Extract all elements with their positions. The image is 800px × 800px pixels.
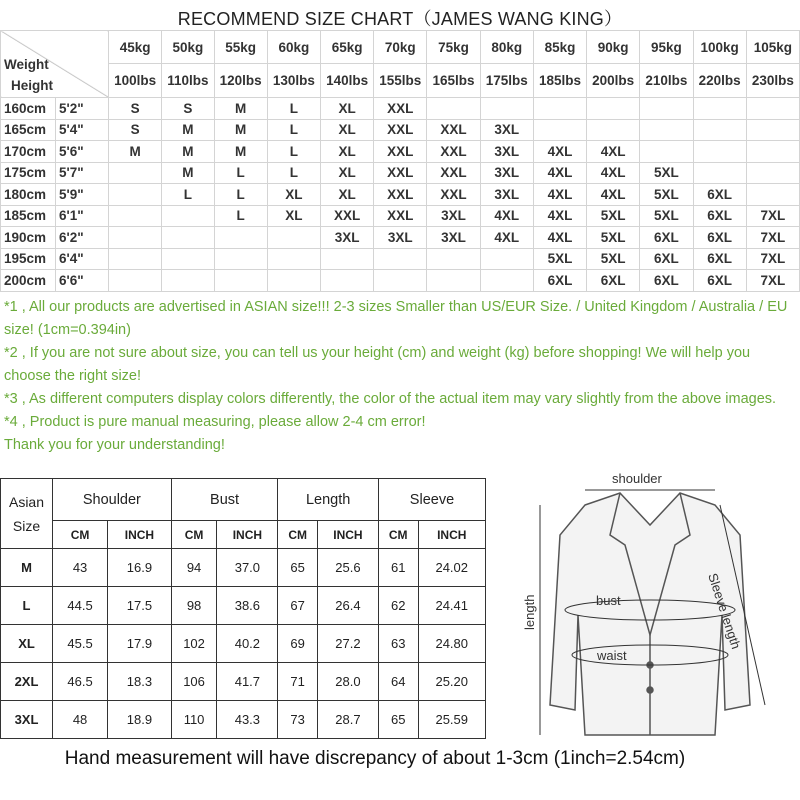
height-ft: 5'4" <box>56 119 109 141</box>
size-cell: XL <box>320 141 373 163</box>
label-waist: waist <box>597 648 627 663</box>
size-cell: XL <box>320 119 373 141</box>
size-cell <box>162 270 214 292</box>
table-row <box>1 205 800 227</box>
measure-value: 43.3 <box>217 701 278 739</box>
size-cell <box>693 119 746 141</box>
table-row <box>1 141 800 163</box>
size-cell <box>109 205 162 227</box>
size-cell: 3XL <box>320 227 373 249</box>
height-cm: 165cm <box>1 119 56 141</box>
size-cell: M <box>214 141 267 163</box>
size-cell: L <box>267 119 320 141</box>
measure-value: 110 <box>171 701 217 739</box>
size-label: XL <box>1 625 53 663</box>
size-cell: XL <box>320 162 373 184</box>
note-3: *3 , As different computers display colors differently, the color of the actual item may vary slightly from the above images. <box>4 391 777 407</box>
group-header: Length <box>278 479 379 521</box>
measure-value: 41.7 <box>217 663 278 701</box>
unit-inch: INCH <box>217 521 278 549</box>
size-cell: XXL <box>427 141 480 163</box>
size-cell <box>640 141 693 163</box>
unit-inch: INCH <box>317 521 378 549</box>
size-cell: XL <box>267 205 320 227</box>
size-cell <box>480 98 533 120</box>
size-cell: 6XL <box>693 270 746 292</box>
size-cell: XXL <box>374 184 427 206</box>
weight-lbs-header: 120lbs <box>214 64 267 98</box>
table-row <box>1 625 486 663</box>
measure-value: 65 <box>278 549 318 587</box>
size-label: M <box>1 549 53 587</box>
size-cell <box>746 98 799 120</box>
size-cell: 4XL <box>533 184 586 206</box>
weight-kg-header: 75kg <box>427 31 480 64</box>
size-cell: 4XL <box>587 162 640 184</box>
group-header-row <box>1 479 486 521</box>
table-row <box>1 98 800 120</box>
size-cell <box>374 248 427 270</box>
height-cm: 190cm <box>1 227 56 249</box>
size-cell <box>427 248 480 270</box>
size-cell: XL <box>320 98 373 120</box>
page-title: RECOMMEND SIZE CHART（JAMES WANG KING） <box>177 9 623 29</box>
unit-cm: CM <box>378 521 418 549</box>
measure-value: 25.6 <box>317 549 378 587</box>
size-cell: 6XL <box>693 205 746 227</box>
size-cell: XXL <box>427 119 480 141</box>
size-chart-table <box>0 30 800 292</box>
table-row <box>1 248 800 270</box>
height-cm: 185cm <box>1 205 56 227</box>
size-cell <box>746 141 799 163</box>
size-cell <box>162 205 214 227</box>
size-cell <box>480 270 533 292</box>
size-cell: 5XL <box>587 248 640 270</box>
size-cell: 4XL <box>480 205 533 227</box>
size-cell: XXL <box>374 205 427 227</box>
size-cell <box>693 162 746 184</box>
label-length: length <box>522 594 537 630</box>
measure-value: 106 <box>171 663 217 701</box>
size-cell: 3XL <box>427 227 480 249</box>
size-cell: XXL <box>374 98 427 120</box>
height-ft: 5'7" <box>56 162 109 184</box>
height-cm: 180cm <box>1 184 56 206</box>
size-cell <box>162 227 214 249</box>
note-1: *1 , All our products are advertised in ASIAN size!!! 2-3 sizes Smaller than US/EUR Size. / United Kingdom / Australia / EU size! (1cm=0.394in) <box>4 299 788 338</box>
size-label: 3XL <box>1 701 53 739</box>
measure-value: 67 <box>278 587 318 625</box>
weight-lbs-header: 155lbs <box>374 64 427 98</box>
measure-value: 40.2 <box>217 625 278 663</box>
size-cell: 4XL <box>533 141 586 163</box>
measure-value: 48 <box>53 701 108 739</box>
unit-cm: CM <box>53 521 108 549</box>
size-cell: M <box>162 119 214 141</box>
measure-value: 45.5 <box>53 625 108 663</box>
measure-value: 71 <box>278 663 318 701</box>
height-ft: 6'2" <box>56 227 109 249</box>
notes <box>4 296 798 457</box>
size-cell <box>214 227 267 249</box>
size-cell <box>109 162 162 184</box>
height-ft: 6'1" <box>56 205 109 227</box>
size-cell <box>427 98 480 120</box>
size-cell <box>746 162 799 184</box>
table-row <box>1 701 486 739</box>
table-row <box>1 184 800 206</box>
measure-value: 28.7 <box>317 701 378 739</box>
height-cm: 195cm <box>1 248 56 270</box>
measure-value: 24.41 <box>418 587 486 625</box>
size-cell: 5XL <box>533 248 586 270</box>
size-cell <box>427 270 480 292</box>
size-cell: 7XL <box>746 205 799 227</box>
size-cell: M <box>109 141 162 163</box>
size-cell: XL <box>320 184 373 206</box>
corner-cell <box>1 31 109 98</box>
size-cell: 3XL <box>427 205 480 227</box>
measure-value: 17.5 <box>108 587 172 625</box>
size-cell: 3XL <box>480 119 533 141</box>
size-cell <box>533 119 586 141</box>
label-sleeve-length: Sleeve length <box>705 571 744 651</box>
size-cell <box>162 248 214 270</box>
footer-note: Hand measurement will have discrepancy of about 1-3cm (1inch=2.54cm) <box>64 748 686 769</box>
size-cell: 5XL <box>640 162 693 184</box>
measure-value: 69 <box>278 625 318 663</box>
table-row <box>1 549 486 587</box>
height-cm: 170cm <box>1 141 56 163</box>
size-cell <box>214 270 267 292</box>
measure-value: 94 <box>171 549 217 587</box>
size-label: L <box>1 587 53 625</box>
height-ft: 5'2" <box>56 98 109 120</box>
size-cell <box>320 248 373 270</box>
size-cell: 4XL <box>533 227 586 249</box>
measure-value: 64 <box>378 663 418 701</box>
size-cell <box>267 227 320 249</box>
size-cell <box>320 270 373 292</box>
size-cell: L <box>214 205 267 227</box>
measure-value: 37.0 <box>217 549 278 587</box>
size-cell <box>693 98 746 120</box>
table-row <box>1 119 800 141</box>
size-cell: 7XL <box>746 227 799 249</box>
size-cell: 7XL <box>746 248 799 270</box>
measure-value: 16.9 <box>108 549 172 587</box>
measure-value: 43 <box>53 549 108 587</box>
note-4: *4 , Product is pure manual measuring, please allow 2-4 cm error! <box>4 414 426 430</box>
size-cell <box>109 184 162 206</box>
size-cell: 5XL <box>587 227 640 249</box>
size-cell: 3XL <box>374 227 427 249</box>
weight-lbs-header: 220lbs <box>693 64 746 98</box>
size-cell: 4XL <box>533 205 586 227</box>
size-cell: XXL <box>374 141 427 163</box>
unit-inch: INCH <box>108 521 172 549</box>
size-cell: 5XL <box>587 205 640 227</box>
size-cell: XXL <box>320 205 373 227</box>
height-cm: 160cm <box>1 98 56 120</box>
weight-kg-header: 80kg <box>480 31 533 64</box>
size-cell: 6XL <box>693 248 746 270</box>
size-cell: 3XL <box>480 184 533 206</box>
size-header: Asian Size <box>1 479 53 549</box>
measure-value: 24.80 <box>418 625 486 663</box>
measure-value: 25.59 <box>418 701 486 739</box>
measure-value: 18.9 <box>108 701 172 739</box>
weight-kg-header: 65kg <box>320 31 373 64</box>
size-cell: M <box>162 162 214 184</box>
size-cell: 7XL <box>746 270 799 292</box>
size-cell: 6XL <box>587 270 640 292</box>
size-cell: 6XL <box>533 270 586 292</box>
weight-lbs-header: 110lbs <box>162 64 214 98</box>
size-cell <box>267 270 320 292</box>
table-row <box>1 162 800 184</box>
weight-kg-header: 60kg <box>267 31 320 64</box>
height-ft: 6'6" <box>56 270 109 292</box>
weight-lbs-header: 230lbs <box>746 64 799 98</box>
size-cell: 6XL <box>693 227 746 249</box>
weight-lbs-header: 200lbs <box>587 64 640 98</box>
unit-header-row <box>1 521 486 549</box>
height-ft: 5'9" <box>56 184 109 206</box>
label-shoulder: shoulder <box>612 471 662 486</box>
group-header: Sleeve <box>378 479 485 521</box>
measure-value: 17.9 <box>108 625 172 663</box>
size-cell: 4XL <box>587 141 640 163</box>
weight-lbs-header: 130lbs <box>267 64 320 98</box>
size-cell <box>746 184 799 206</box>
weight-lbs-header: 175lbs <box>480 64 533 98</box>
size-cell: L <box>162 184 214 206</box>
weight-kg-header: 85kg <box>533 31 586 64</box>
measure-value: 25.20 <box>418 663 486 701</box>
size-label: 2XL <box>1 663 53 701</box>
measure-value: 65 <box>378 701 418 739</box>
size-cell <box>109 270 162 292</box>
size-cell: 6XL <box>640 227 693 249</box>
size-cell: 5XL <box>640 184 693 206</box>
weight-kg-header: 95kg <box>640 31 693 64</box>
note-thanks: Thank you for your understanding! <box>4 437 225 453</box>
measure-value: 24.02 <box>418 549 486 587</box>
size-cell: S <box>109 98 162 120</box>
table-row <box>1 663 486 701</box>
table-row <box>1 270 800 292</box>
size-cell: 4XL <box>533 162 586 184</box>
label-bust: bust <box>596 593 621 608</box>
weight-kg-header: 105kg <box>746 31 799 64</box>
size-cell <box>693 141 746 163</box>
size-cell: L <box>267 162 320 184</box>
measure-value: 28.0 <box>317 663 378 701</box>
size-cell: M <box>214 98 267 120</box>
weight-lbs-row <box>1 64 800 98</box>
measure-value: 63 <box>378 625 418 663</box>
size-cell: L <box>267 141 320 163</box>
weight-lbs-header: 100lbs <box>109 64 162 98</box>
weight-kg-header: 55kg <box>214 31 267 64</box>
size-cell <box>214 248 267 270</box>
size-cell: S <box>162 98 214 120</box>
height-cm: 175cm <box>1 162 56 184</box>
size-cell <box>587 119 640 141</box>
measure-value: 26.4 <box>317 587 378 625</box>
size-cell: XL <box>267 184 320 206</box>
weight-kg-row <box>1 31 800 64</box>
height-cm: 200cm <box>1 270 56 292</box>
weight-kg-header: 100kg <box>693 31 746 64</box>
size-cell: 6XL <box>640 248 693 270</box>
size-cell: S <box>109 119 162 141</box>
jacket-diagram <box>500 465 800 745</box>
size-cell: XXL <box>427 162 480 184</box>
weight-lbs-header: 165lbs <box>427 64 480 98</box>
size-cell: XXL <box>427 184 480 206</box>
size-cell <box>746 119 799 141</box>
size-cell: 6XL <box>640 270 693 292</box>
size-cell: L <box>214 162 267 184</box>
size-cell <box>267 248 320 270</box>
measure-value: 46.5 <box>53 663 108 701</box>
size-cell: 6XL <box>693 184 746 206</box>
size-cell: 5XL <box>640 205 693 227</box>
group-header: Shoulder <box>53 479 172 521</box>
jacket-illustration <box>500 465 800 745</box>
weight-kg-header: 90kg <box>587 31 640 64</box>
size-cell <box>109 227 162 249</box>
measure-value: 98 <box>171 587 217 625</box>
table-row <box>1 587 486 625</box>
measure-value: 62 <box>378 587 418 625</box>
measure-value: 73 <box>278 701 318 739</box>
size-cell <box>374 270 427 292</box>
corner-weight-label: Weight <box>4 57 49 72</box>
measure-value: 18.3 <box>108 663 172 701</box>
size-cell <box>640 98 693 120</box>
size-cell: 3XL <box>480 141 533 163</box>
size-cell: M <box>162 141 214 163</box>
weight-lbs-header: 140lbs <box>320 64 373 98</box>
size-cell <box>480 248 533 270</box>
measurement-table <box>0 478 486 739</box>
size-cell <box>109 248 162 270</box>
table-row <box>1 227 800 249</box>
size-cell <box>640 119 693 141</box>
size-cell: L <box>214 184 267 206</box>
group-header: Bust <box>171 479 278 521</box>
measure-value: 102 <box>171 625 217 663</box>
measure-value: 27.2 <box>317 625 378 663</box>
height-ft: 5'6" <box>56 141 109 163</box>
size-cell: 4XL <box>587 184 640 206</box>
note-2: *2 , If you are not sure about size, you can tell us your height (cm) and weight (kg) before shopping! We will help you choose the right size! <box>4 345 751 384</box>
size-cell: XXL <box>374 119 427 141</box>
measure-value: 44.5 <box>53 587 108 625</box>
measure-value: 61 <box>378 549 418 587</box>
size-cell <box>587 98 640 120</box>
height-ft: 6'4" <box>56 248 109 270</box>
weight-lbs-header: 185lbs <box>533 64 586 98</box>
weight-kg-header: 70kg <box>374 31 427 64</box>
unit-cm: CM <box>278 521 318 549</box>
weight-lbs-header: 210lbs <box>640 64 693 98</box>
unit-inch: INCH <box>418 521 486 549</box>
corner-height-label: Height <box>11 78 53 93</box>
size-cell: 3XL <box>480 162 533 184</box>
size-cell: M <box>214 119 267 141</box>
size-cell: 4XL <box>480 227 533 249</box>
unit-cm: CM <box>171 521 217 549</box>
size-cell: XXL <box>374 162 427 184</box>
size-cell <box>533 98 586 120</box>
weight-kg-header: 50kg <box>162 31 214 64</box>
weight-kg-header: 45kg <box>109 31 162 64</box>
size-cell: L <box>267 98 320 120</box>
measure-value: 38.6 <box>217 587 278 625</box>
